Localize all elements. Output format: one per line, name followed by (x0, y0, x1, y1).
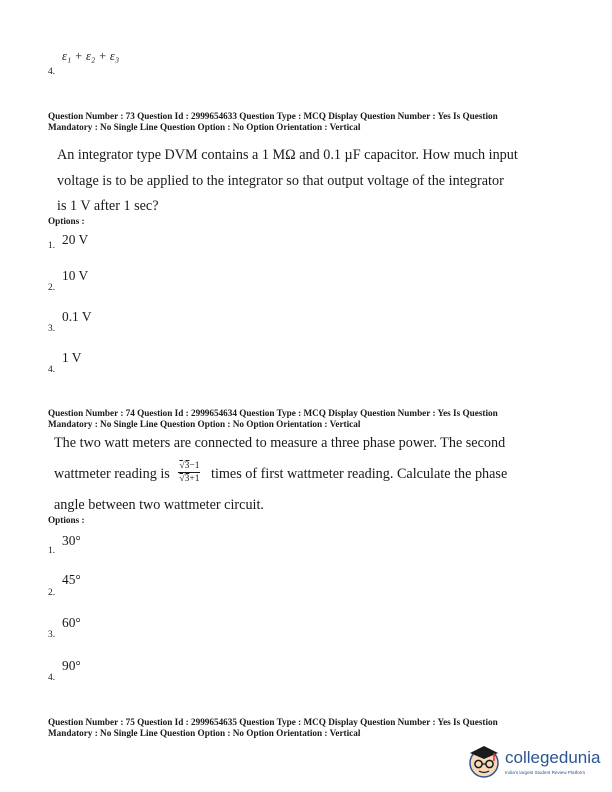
q74-den-rest: +1 (189, 474, 200, 485)
q73-option-4-value: 1 V (62, 350, 82, 365)
q73-option-1-value: 20 V (62, 232, 89, 247)
prev-option-formula: ε₁ + ε₂ + ε₃ (62, 49, 120, 63)
collegedunia-logo-icon (464, 741, 504, 781)
q74-option-3-number: 3. (48, 630, 56, 640)
q74-text-line2-post: times of first wattmeter reading. Calculate the phase (211, 466, 508, 482)
q74-num-root: √3 (179, 461, 190, 472)
q73-option-3-number: 3. (48, 324, 56, 334)
q74-den-root: √3 (179, 474, 190, 485)
q74-option-2-number: 2. (48, 588, 56, 598)
q75-meta-line2: Mandatory : No Single Line Question Option : No Option Orientation : Vertical (48, 728, 361, 738)
q73-option-3-value: 0.1 V (62, 309, 92, 324)
q74-text-line3: angle between two wattmeter circuit. (54, 497, 264, 513)
q74-options-label: Options : (48, 515, 85, 525)
q73-meta-line2: Mandatory : No Single Line Question Option : No Option Orientation : Vertical (48, 122, 361, 132)
q74-fraction-numerator (178, 461, 200, 473)
q73-text-line3: is 1 V after 1 sec? (57, 198, 159, 214)
q74-option-2-value: 45° (62, 572, 81, 587)
q74-option-1-value: 30° (62, 533, 81, 548)
collegedunia-logo-tagline: India's largest Student Review Platform (505, 770, 586, 775)
q73-text-line2: voltage is to be applied to the integrator so that output voltage of the integrator (57, 173, 504, 189)
collegedunia-logo-text: collegedunia (505, 748, 601, 767)
q73-text-line1: An integrator type DVM contains a 1 MΩ and 0.1 µF capacitor. How much input (57, 147, 518, 163)
q73-option-2-number: 2. (48, 283, 56, 293)
q74-option-4-value: 90° (62, 658, 81, 673)
q73-meta-line1: Question Number : 73 Question Id : 2999654633 Question Type : MCQ Display Question Number : Yes Is Question (48, 111, 498, 121)
q74-meta-line1: Question Number : 74 Question Id : 2999654634 Question Type : MCQ Display Question Number : Yes Is Question (48, 408, 498, 418)
q74-text-line1: The two watt meters are connected to measure a three phase power. The second (54, 435, 506, 451)
q74-num-rest: −1 (189, 461, 200, 472)
q74-meta-line2: Mandatory : No Single Line Question Option : No Option Orientation : Vertical (48, 419, 361, 429)
q75-meta-line1: Question Number : 75 Question Id : 2999654635 Question Type : MCQ Display Question Number : Yes Is Question (48, 717, 498, 727)
q74-fraction-denominator (178, 473, 200, 484)
q74-text-line2 (54, 461, 554, 487)
q73-option-2-value: 10 V (62, 268, 89, 283)
prev-option-number: 4. (48, 67, 56, 77)
q74-fraction (178, 461, 200, 484)
q73-options-label: Options : (48, 216, 85, 226)
q73-option-1-number: 1. (48, 241, 56, 251)
q74-option-4-number: 4. (48, 673, 56, 683)
q74-option-1-number: 1. (48, 546, 56, 556)
q74-text-line2-pre: wattmeter reading is (54, 466, 170, 482)
q74-option-3-value: 60° (62, 615, 81, 630)
q73-option-4-number: 4. (48, 365, 56, 375)
